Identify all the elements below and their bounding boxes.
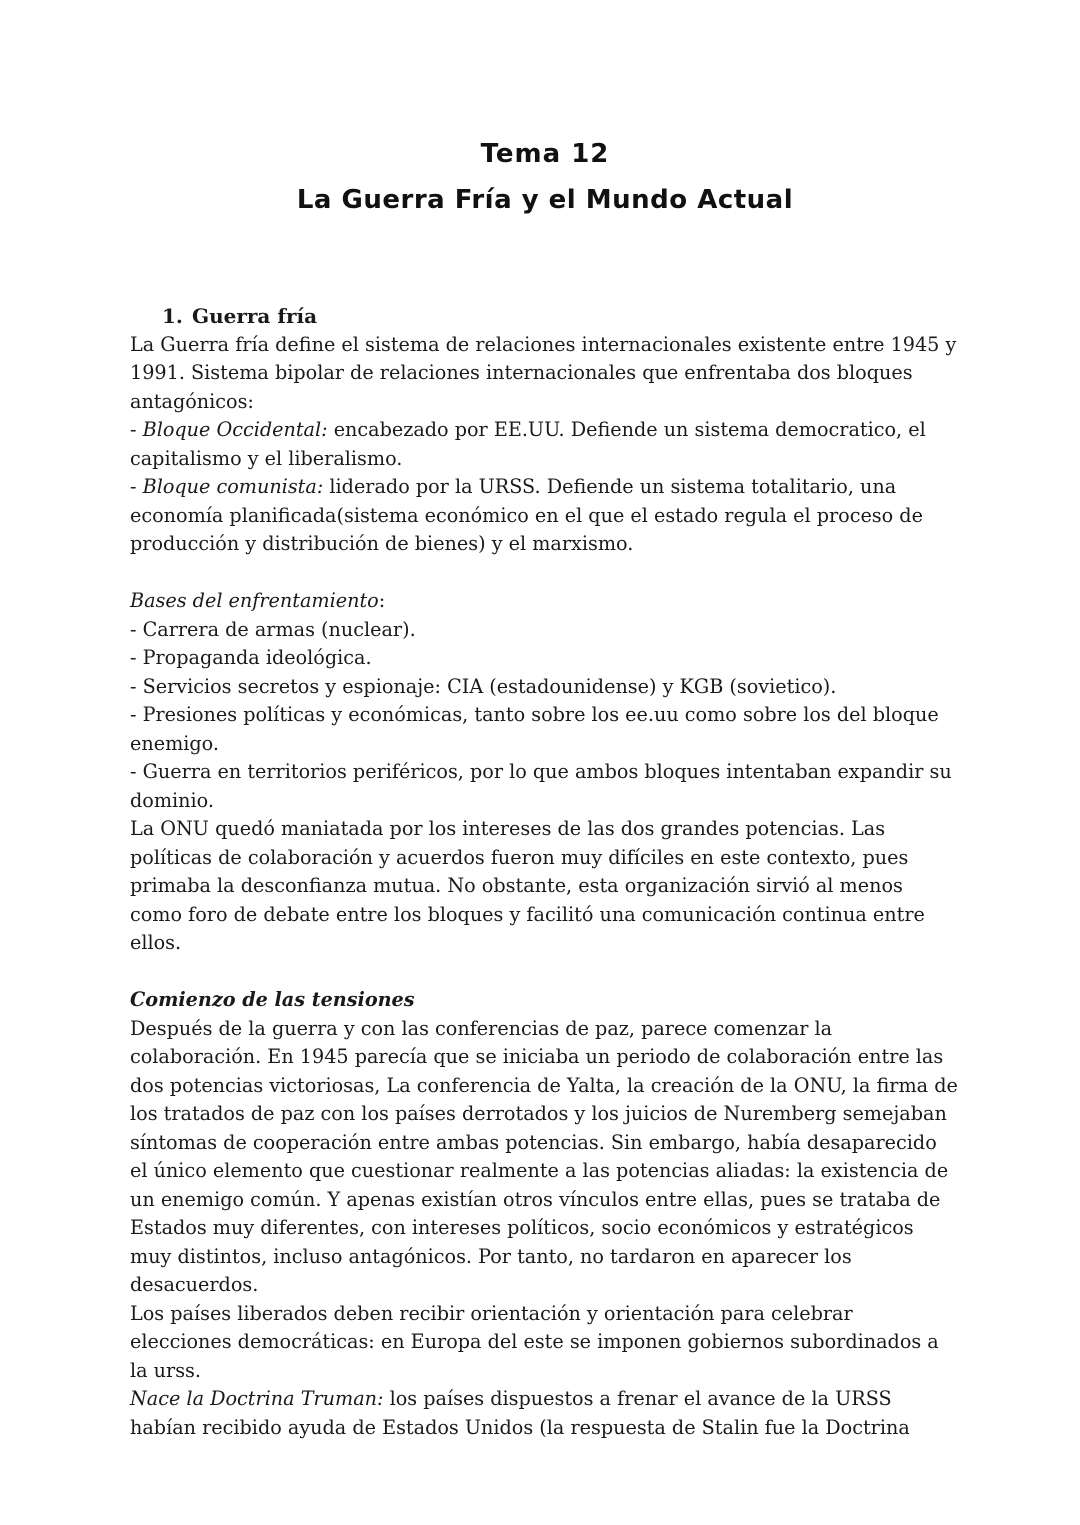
tensiones-paragraph-2: Los países liberados deben recibir orientación y orientación para celebrar elecciones democráticas: en Europa del este se imponen gobiernos subordinados a la urss. [130,1301,939,1382]
bases-heading [130,587,960,616]
tensiones-paragraph-1: Después de la guerra y con las conferencias de paz, parece comenzar la colaboración. En 1945 parecía que se iniciaba un periodo de colaboración entre las dos potencias victoriosas, La conferencia de Yalta, la creación de la ONU, la firma de los tratados de paz con los países derrotados y los juicios de Nuremberg semejaban síntomas de cooperación entre ambas potencias. Sin embargo, había desaparecido el único elemento que cuestionar realmente a las potencias aliadas: la existencia de un enemigo común. Y apenas existían otros vínculos entre ellas, pues se trataba de Estados muy diferentes, con intereses políticos, socio económicos y estratégicos muy distintos, incluso antagónicos. Por tanto, no tardaron en aparecer los desacuerdos. [130,1016,958,1296]
onu-paragraph: La ONU quedó maniatada por los intereses de las dos grandes potencias. Las políticas de colaboración y acuerdos fueron muy difíciles en este contexto, pues primaba la desconfianza mutua. No obstante, esta organización sirvió al menos como foro de debate entre los bloques y facilitó una comunicación continua entre ellos. [130,817,925,954]
list-item: - Carrera de armas (nuclear). [130,617,416,641]
section-heading-guerra-fria [130,302,960,331]
bloque-comunista-label: Bloque comunista: [142,475,324,498]
title-topic-name: La Guerra Fría y el Mundo Actual [296,185,794,215]
section-title: Guerra fría [192,304,318,328]
list-item: - Servicios secretos y espionaje: CIA (estadounidense) y KGB (sovietico). [130,674,837,698]
truman-label: Nace la Doctrina Truman: [130,1387,384,1410]
paragraph-gap [130,958,960,987]
tensiones-heading: Comienzo de las tensiones [130,988,415,1011]
bases-colon: : [378,589,386,612]
list-item: - Propaganda ideológica. [130,646,372,669]
bloque-occidental-item: - Bloque Occidental: encabezado por EE.UU. Defiende un sistema democratico, el capitalismo y el liberalismo. [130,418,926,470]
truman-text: los países dispuestos a frenar el avance de la URSS habían recibido ayuda de Estados Unidos (la respuesta de Stalin fue la Doctrina [130,1387,910,1439]
bloque-comunista-text: liderado por la URSS. Defiende un sistema totalitario, una economía planificada(sistema económico en el que el estado regula el proceso de producción y distribución de bienes) y el marxismo. [130,475,923,555]
title-block [130,132,960,222]
section-number: 1. [162,304,183,328]
bloque-comunista-item: - Bloque comunista: liderado por la URSS. Defiende un sistema totalitario, una economía planificada(sistema económico en el que el estado regula el proceso de producción y distribución de bienes) y el marxismo. [130,475,923,555]
list-item: - Presiones políticas y económicas, tanto sobre los ee.uu como sobre los del bloque enemigo. [130,703,939,755]
truman-paragraph [130,1385,960,1442]
bloque-occidental-label: Bloque Occidental: [142,418,328,441]
document-body [130,302,960,1442]
intro-paragraph: La Guerra fría define el sistema de relaciones internacionales existente entre 1945 y 1991. Sistema bipolar de relaciones internacionales que enfrentaba dos bloques antagónicos: [130,332,957,413]
list-item: - Guerra en territorios periféricos, por lo que ambos bloques intentaban expandir su dominio. [130,760,952,812]
bases-label: Bases del enfrentamiento [130,589,379,612]
paragraph-gap [130,559,960,588]
title-topic-number: Tema 12 [480,139,610,169]
bloque-occidental-text: encabezado por EE.UU. Defiende un sistema democratico, el capitalismo y el liberalismo. [130,418,926,470]
document-page [130,130,960,1442]
